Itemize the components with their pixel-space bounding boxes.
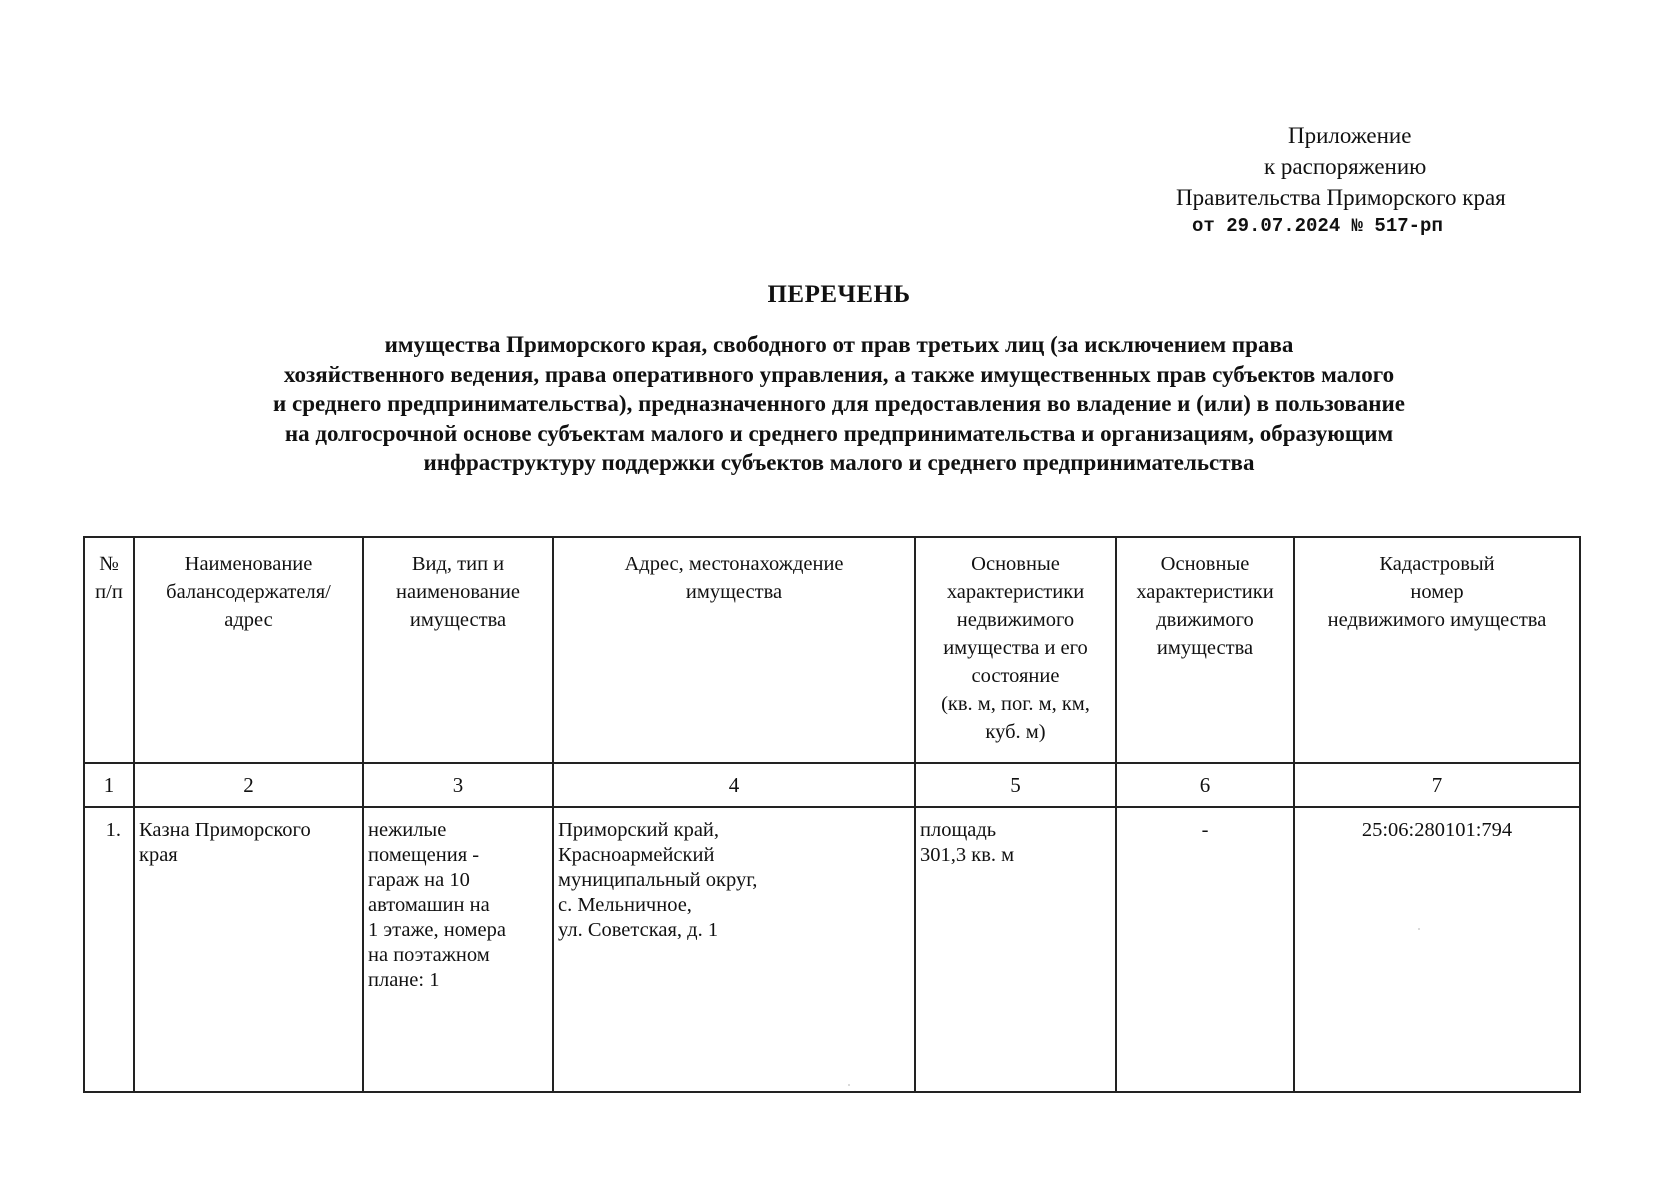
header-text: движимого (1156, 609, 1254, 631)
row-real-estate (915, 807, 1116, 1092)
header-text: Основные (971, 553, 1060, 575)
cell-text: помещения - (368, 844, 480, 866)
cell-text: Казна Приморского (139, 819, 311, 841)
cell-text: ул. Советская, д. 1 (558, 919, 719, 941)
header-cell-real-estate (915, 537, 1116, 763)
header-text: (кв. м, пог. м, км, (941, 693, 1090, 715)
header-cell-movable (1116, 537, 1294, 763)
header-text: Адрес, местонахождение (624, 553, 844, 575)
subtitle-line: имущества Приморского края, свободного от прав третьих лиц (за исключением права (384, 332, 1294, 357)
column-number: 2 (134, 763, 363, 807)
scan-artifact (1418, 928, 1420, 930)
header-text: состояние (971, 665, 1060, 687)
header-text: наименование (396, 581, 520, 603)
cell-text: площадь (920, 819, 997, 841)
cell-text: гараж на 10 (368, 869, 470, 891)
cell-text: муниципальный округ, (558, 869, 758, 891)
document-title: ПЕРЕЧЕНЬ (767, 281, 911, 308)
column-number: 5 (915, 763, 1116, 807)
scan-artifact (848, 1084, 850, 1086)
subtitle-line: на долгосрочной основе субъектам малого и среднего предпринимательства и организациям, образующим (284, 420, 1394, 446)
table-header-row (84, 537, 1580, 763)
header-text: номер (1410, 581, 1464, 603)
row-movable: - (1116, 807, 1294, 1092)
cell-text: нежилые (368, 819, 447, 841)
cell-text: Красноармейский (558, 844, 715, 866)
cell-text: с. Мельничное, (558, 894, 692, 916)
cell-text: Приморский край, (558, 819, 720, 841)
header-text: куб. м) (985, 721, 1046, 743)
header-text: имущества (1156, 637, 1254, 659)
header-text: Основные (1160, 553, 1250, 575)
row-kind (363, 807, 553, 1092)
appendix-order-ref: к распоряжению (1264, 154, 1427, 179)
header-text: № (99, 553, 119, 575)
header-text: Вид, тип и (411, 553, 505, 575)
cell-text: 1 этаже, номера (368, 919, 506, 941)
header-text: п/п (95, 581, 123, 603)
cell-text: плане: 1 (368, 969, 440, 991)
header-text: Наименование (184, 553, 313, 575)
row-holder (134, 807, 363, 1092)
cell-text: автомашин на (368, 894, 490, 916)
header-text: имущества и его (943, 637, 1088, 659)
appendix-block (1150, 120, 1630, 239)
column-number: 7 (1294, 763, 1580, 807)
cell-text: 301,3 кв. м (920, 844, 1015, 866)
table-row (84, 807, 1580, 1092)
column-number: 1 (84, 763, 134, 807)
header-cell-address (553, 537, 915, 763)
subtitle-line: инфраструктуру поддержки субъектов малого и среднего предпринимательства (423, 450, 1255, 475)
property-table (83, 536, 1581, 1093)
row-number: 1. (84, 807, 134, 1092)
header-text: характеристики (1136, 581, 1274, 603)
column-number: 4 (553, 763, 915, 807)
cell-text: на поэтажном (368, 944, 490, 966)
header-text: недвижимого (956, 609, 1075, 631)
document-subtitle (120, 330, 1558, 478)
subtitle-line: и среднего предпринимательства), предназначенного для предоставления во владение и (или) в пользование (273, 391, 1405, 416)
column-number: 3 (363, 763, 553, 807)
subtitle-line: хозяйственного ведения, права оперативного управления, а также имущественных прав субъектов малого (283, 361, 1395, 387)
header-text: имущества (409, 609, 507, 631)
column-number: 6 (1116, 763, 1294, 807)
appendix-government: Правительства Приморского края (1176, 185, 1506, 210)
header-text: Кадастровый (1379, 553, 1495, 575)
row-cadastral: 25:06:280101:794 (1294, 807, 1580, 1092)
column-number-row (84, 763, 1580, 807)
header-cell-holder (134, 537, 363, 763)
header-text: балансодержателя/ (166, 581, 331, 603)
header-text: имущества (685, 581, 783, 603)
header-cell-kind (363, 537, 553, 763)
header-text: характеристики (946, 581, 1085, 603)
row-address (553, 807, 915, 1092)
appendix-date-number: от 29.07.2024 № 517-рп (1192, 215, 1443, 237)
appendix-label: Приложение (1288, 123, 1412, 148)
header-text: адрес (224, 609, 273, 631)
header-text: недвижимого имущества (1327, 609, 1547, 631)
header-cell-cadastral (1294, 537, 1580, 763)
cell-text: края (139, 844, 178, 866)
header-cell-number (84, 537, 134, 763)
